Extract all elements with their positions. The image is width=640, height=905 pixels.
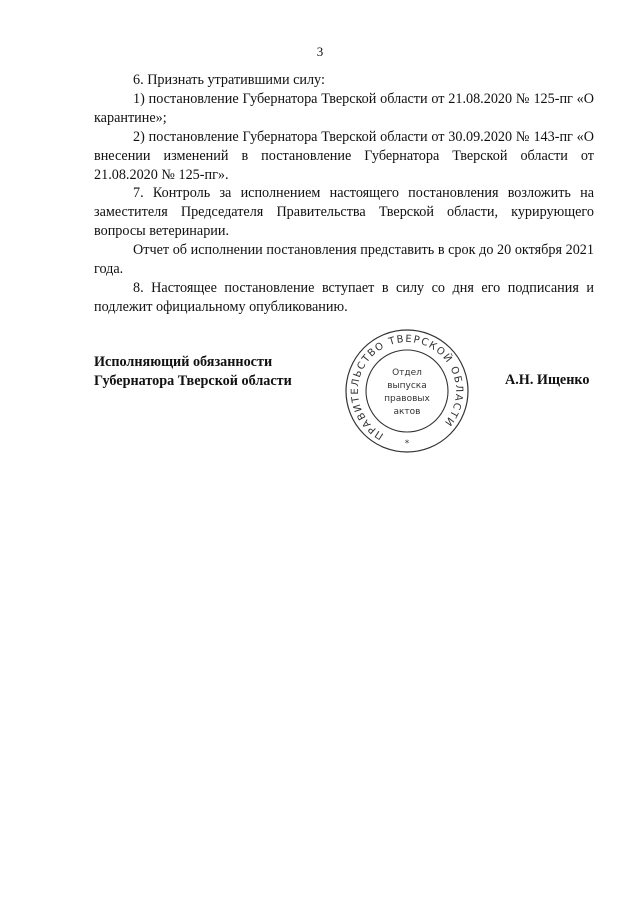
page-number: 3	[316, 44, 324, 59]
document-body	[94, 71, 594, 317]
stamp-inner-ring	[366, 350, 448, 432]
paragraph-subitem-1: 1) постановление Губернатора Тверской области от 21.08.2020 № 125-пг «О карантине»;	[94, 90, 594, 126]
paragraph-subitem-2: 2) постановление Губернатора Тверской области от 30.09.2020 № 143-пг «О внесении изменений в постановление Губернатора Тверской области от 21.08.2020 № 125-пг».	[94, 128, 594, 183]
paragraph-item-7: 7. Контроль за исполнением настоящего постановления возложить на заместителя Председателя Правительства Тверской области, курирующего вопросы ветеринарии.	[94, 185, 594, 240]
stamp-star: *	[404, 439, 410, 449]
stamp-line2: выпуска	[387, 381, 427, 391]
signatory-name: А.Н. Ищенко	[505, 372, 590, 388]
stamp-line1: Отдел	[392, 368, 422, 378]
official-stamp	[343, 327, 471, 455]
paragraph-item-8: 8. Настоящее постановление вступает в силу со дня его подписания и подлежит официальному опубликованию.	[94, 279, 594, 315]
stamp-line4: актов	[393, 407, 421, 417]
signatory-position	[94, 353, 292, 391]
signatory-position-line1: Исполняющий обязанности	[94, 354, 273, 370]
stamp-ring-text: ПРАВИТЕЛЬСТВО ТВЕРСКОЙ ОБЛАСТИ	[349, 333, 465, 442]
signatory-position-line2: Губернатора Тверской области	[94, 373, 292, 389]
paragraph-report-deadline: Отчет об исполнении постановления представить в срок до 20 октября 2021 года.	[94, 242, 594, 278]
paragraph-item-6: 6. Признать утратившими силу:	[133, 72, 325, 88]
stamp-outer-ring	[346, 330, 468, 452]
stamp-graphic	[343, 327, 471, 455]
stamp-line3: правовых	[384, 394, 430, 404]
